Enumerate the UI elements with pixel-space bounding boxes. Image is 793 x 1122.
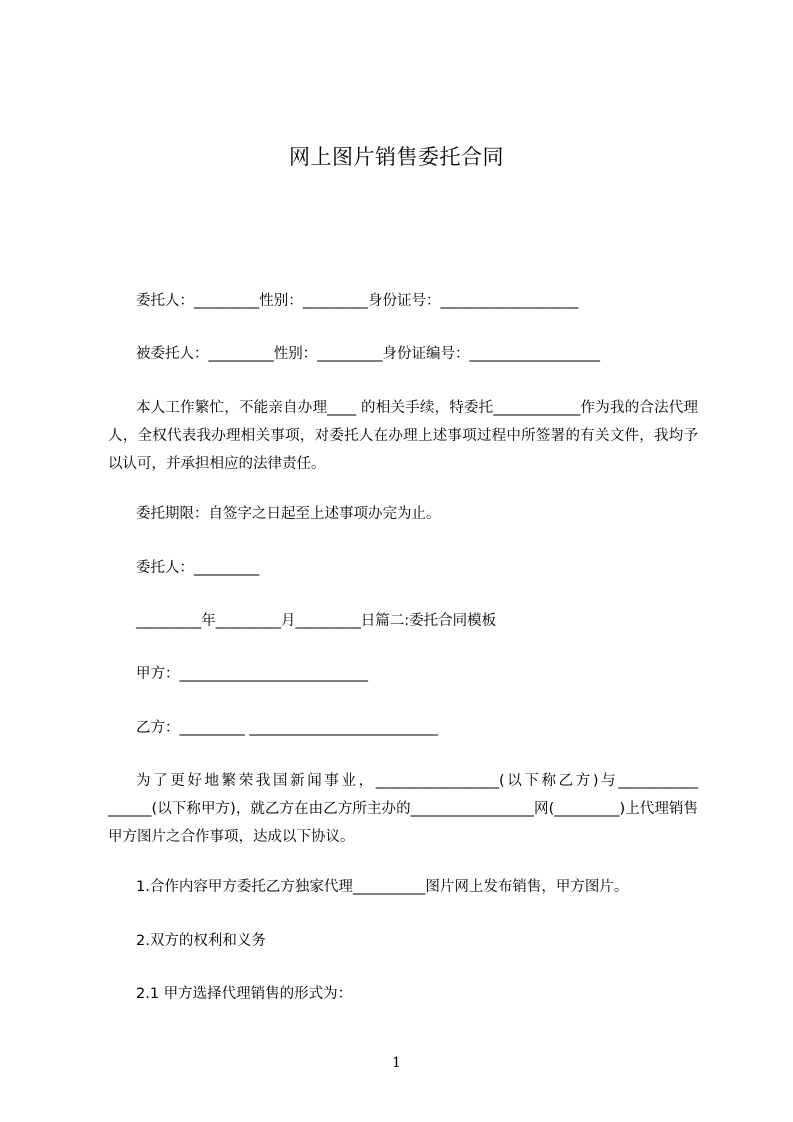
agent-info-line: 被委托人：_________性别：_________身份证编号：__________________	[136, 346, 600, 362]
authorization-paragraph: 本人工作繁忙，不能亲自办理____ 的相关手续，特委托____________作为我的合法代理人，全权代表我办理相关事项，对委托人在办理上述事项过程中所签署的有关文件，我均予以认可，并承担相应的法律责任。	[108, 400, 698, 472]
party-b-line: 乙方：_________ __________________________	[136, 720, 438, 736]
party-a-line: 甲方：__________________________	[136, 666, 368, 682]
clause-2-1-line: 2.1 甲方选择代理销售的形式为：	[136, 986, 353, 1002]
preamble-paragraph: 为了更好地繁荣我国新闻事业，_________________(以下称乙方)与___________ ______(以下称甲方)，就乙方在由乙方所主办的_________________网(_________)上代理销售甲方图片之合作事项，达成以下协议。	[108, 773, 698, 845]
date-line: _________年_________月_________日篇二:委托合同模板	[136, 613, 497, 629]
principal-sign-line: 委托人：_________	[136, 560, 260, 576]
principal-info-line: 委托人：_________性别：_________身份证号：___________________	[136, 293, 579, 309]
clause-1-line: 1.合作内容甲方委托乙方独家代理__________图片网上发布销售，甲方图片。	[136, 879, 629, 895]
document-title: 网上图片销售委托合同	[289, 145, 504, 169]
term-line: 委托期限：自签字之日起至上述事项办完为止。	[136, 506, 441, 522]
page-number: 1	[392, 1055, 401, 1071]
clause-2-line: 2.双方的权利和义务	[136, 933, 266, 949]
